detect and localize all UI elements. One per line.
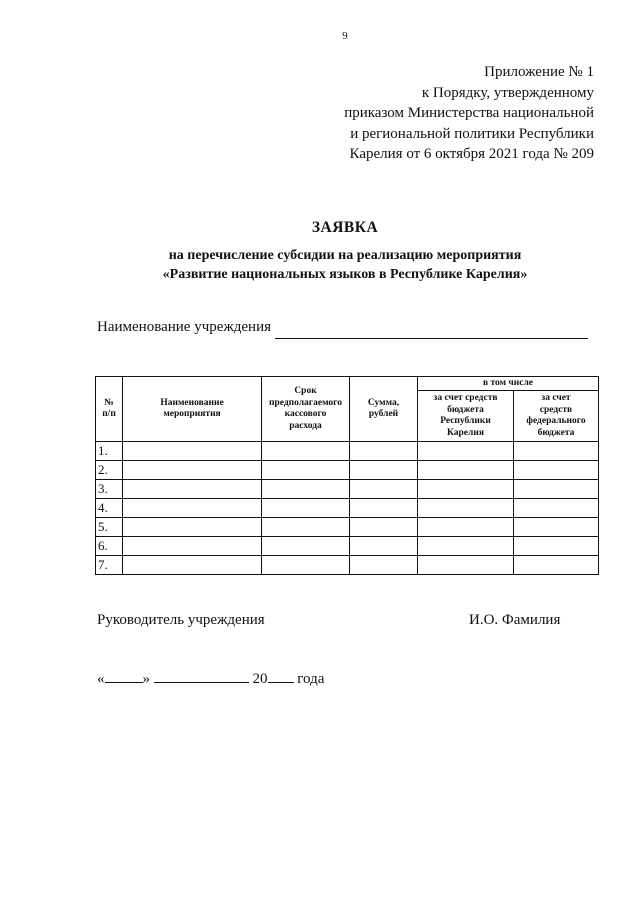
row-number: 3.	[96, 480, 123, 499]
table-cell	[418, 442, 514, 461]
row-number: 7.	[96, 556, 123, 575]
table-row	[96, 461, 599, 480]
appendix-line: Приложение № 1	[484, 64, 594, 80]
row-number: 5.	[96, 518, 123, 537]
table-row	[96, 480, 599, 499]
row-number: 2.	[96, 461, 123, 480]
table-cell	[350, 442, 418, 461]
table-cell	[262, 480, 350, 499]
table-row	[96, 499, 599, 518]
header-federal-budget: за счет средств федерального бюджета	[514, 391, 599, 442]
header-including: в том числе	[418, 377, 599, 391]
table-cell	[350, 461, 418, 480]
appendix-line: Карелия от 6 октября 2021 года № 209	[349, 146, 594, 162]
row-number: 4.	[96, 499, 123, 518]
table-cell	[123, 461, 262, 480]
table-cell	[262, 442, 350, 461]
table-row	[96, 537, 599, 556]
appendix-line: приказом Министерства национальной	[344, 105, 594, 121]
table-cell	[418, 461, 514, 480]
header-expense-term: Срок предполагаемого кассового расхода	[262, 377, 350, 442]
table-cell	[262, 537, 350, 556]
subtitle-line: на перечисление субсидии на реализацию мероприятия	[168, 248, 522, 263]
table-cell	[123, 556, 262, 575]
table-cell	[123, 499, 262, 518]
header-number: № п/п	[96, 377, 123, 442]
table-cell	[262, 518, 350, 537]
appendix-line: к Порядку, утвержденному	[421, 84, 594, 101]
table-row	[96, 442, 599, 461]
signature-name: И.О. Фамилия	[469, 612, 561, 628]
table-cell	[514, 499, 599, 518]
date-open-quote: «	[97, 671, 105, 687]
table-cell	[262, 499, 350, 518]
table-cell	[350, 537, 418, 556]
row-number: 6.	[96, 537, 123, 556]
table-cell	[418, 518, 514, 537]
table-cell	[350, 499, 418, 518]
header-event-name: Наименование мероприятия	[123, 377, 262, 442]
row-number: 1.	[96, 442, 123, 461]
institution-label: Наименование учреждения	[97, 319, 272, 335]
table-cell	[514, 442, 599, 461]
document-title: ЗАЯВКА	[311, 219, 379, 236]
appendix-block	[344, 62, 594, 165]
table-cell	[123, 442, 262, 461]
year-blank	[268, 668, 294, 683]
table-cell	[514, 461, 599, 480]
table-cell	[350, 480, 418, 499]
table-cell	[514, 556, 599, 575]
table-cell	[514, 518, 599, 537]
date-close-quote: »	[142, 671, 150, 687]
table-cell	[123, 537, 262, 556]
table-cell	[514, 537, 599, 556]
table-row	[96, 556, 599, 575]
header-regional-budget: за счет средств бюджета Республики Карелия	[418, 391, 514, 442]
table-cell	[418, 537, 514, 556]
table-cell	[350, 518, 418, 537]
table-cell	[262, 556, 350, 575]
table-cell	[123, 518, 262, 537]
year-word: года	[297, 671, 325, 687]
institution-field-line	[275, 338, 588, 339]
table-row	[96, 518, 599, 537]
document-subtitle	[0, 246, 640, 284]
header-sum: Сумма, рублей	[350, 377, 418, 442]
request-table	[95, 376, 599, 575]
table-cell	[262, 461, 350, 480]
month-blank	[154, 668, 249, 683]
date-line	[97, 668, 324, 688]
page-number: 9	[342, 30, 348, 42]
year-prefix: 20	[252, 671, 268, 687]
table-cell	[418, 499, 514, 518]
table-cell	[350, 556, 418, 575]
subtitle-line: «Развитие национальных языков в Республике Карелия»	[162, 267, 528, 282]
table-cell	[514, 480, 599, 499]
table-cell	[123, 480, 262, 499]
table-cell	[418, 556, 514, 575]
signature-role: Руководитель учреждения	[97, 612, 265, 628]
table-cell	[418, 480, 514, 499]
day-blank	[105, 668, 143, 683]
appendix-line: и региональной политики Республики	[350, 125, 594, 142]
